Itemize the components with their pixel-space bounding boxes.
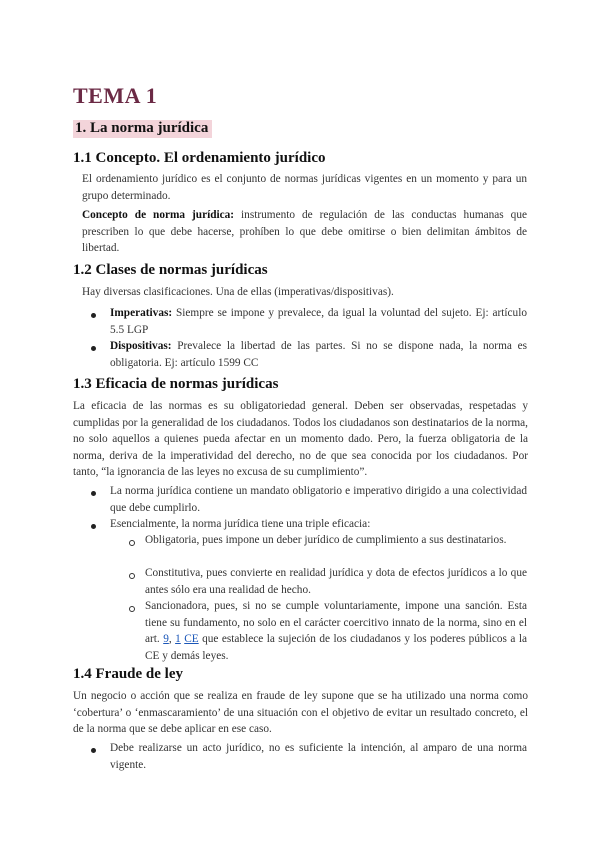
article-9-link[interactable]: 9 bbox=[163, 633, 169, 645]
list-item-mandato: La norma jurídica contiene un mandato obligatorio e imperativo dirigido a una colectividad que debe cumplirlo. bbox=[110, 485, 527, 514]
section-heading-1: 1. La norma jurídica bbox=[73, 120, 212, 138]
concepto-text: instrumento de regulación de las conductas humanas que prescriben lo que debe hacerse, prohíben lo que debe omitirse o bien delimitan ámbitos de libertad. bbox=[82, 209, 527, 254]
dispositivas-label: Dispositivas: bbox=[110, 340, 172, 352]
document-title: TEMA 1 bbox=[73, 83, 158, 108]
section-heading-1-3: 1.3 Eficacia de normas jurídicas bbox=[73, 376, 279, 392]
article-1-link[interactable]: 1 bbox=[175, 633, 181, 645]
paragraph-concepto-norma bbox=[82, 207, 527, 257]
concepto-label: Concepto de norma jurídica: bbox=[82, 209, 235, 221]
paragraph-clasificaciones: Hay diversas clasificaciones. Una de ellas (imperativas/dispositivas). bbox=[82, 286, 394, 298]
sub-item-sancionadora bbox=[145, 598, 527, 664]
imperativas-label: Imperativas: bbox=[110, 307, 173, 319]
sub-item-constitutiva: Constitutiva, pues convierte en realidad jurídica y dota de efectos jurídicos a lo que antes sólo era una realidad de hecho. bbox=[145, 567, 527, 596]
section-heading-1-1: 1.1 Concepto. El ordenamiento jurídico bbox=[73, 150, 326, 166]
sancionadora-text: Sancionadora, pues, si no se cumple voluntariamente, impone una sanción. Esta tiene su fundamento, no solo en el carácter coercitivo innato de la norma, sino en el art. bbox=[145, 600, 527, 645]
bullet-icon bbox=[91, 748, 96, 753]
list-item-triple-eficacia: Esencialmente, la norma jurídica tiene una triple eficacia: bbox=[110, 518, 371, 530]
paragraph-eficacia: La eficacia de las normas es su obligatoriedad general. Deben ser observadas, respetadas y cumplidas por la generalidad de los ciudadanos. Todos los ciudadanos son destinatarios de la norma, no solo aquellos a quienes pueda afectar en un momento dado. Pero, la fuerza obligatoria de la norma, deriva de la imperatividad del derecho, no de que sea conocida por los ciudadanos. Por tanto, “la ignorancia de las leyes no excusa de su cumplimiento”. bbox=[73, 400, 528, 478]
bullet-icon bbox=[91, 346, 96, 351]
sub-item-obligatoria: Obligatoria, pues impone un deber jurídico de cumplimiento a sus destinatarios. bbox=[145, 534, 507, 546]
paragraph-fraude: Un negocio o acción que se realiza en fraude de ley supone que se ha utilizado una norma como ‘cobertura’ o ‘enmascaramiento’ de una situación con el objetivo de evitar un resultado concreto, el de la norma que se debe aplicar en ese caso. bbox=[73, 690, 528, 735]
bullet-icon bbox=[91, 491, 96, 496]
list-item-dispositivas bbox=[110, 338, 527, 371]
sub-bullet-icon bbox=[129, 573, 135, 579]
ce-link[interactable]: CE bbox=[184, 633, 199, 645]
sub-bullet-icon bbox=[129, 606, 135, 612]
section-heading-1-2: 1.2 Clases de normas jurídicas bbox=[73, 262, 268, 278]
sancionadora-text-end: que establece la sujeción de los ciudadanos y los poderes públicos a la CE y demás leyes. bbox=[145, 633, 528, 662]
separator: , bbox=[168, 633, 176, 645]
bullet-icon bbox=[91, 524, 96, 529]
bullet-icon bbox=[91, 313, 96, 318]
list-item-acto-juridico: Debe realizarse un acto jurídico, no es suficiente la intención, al amparo de una norma vigente. bbox=[110, 742, 527, 771]
sub-bullet-icon bbox=[129, 540, 135, 546]
list-item-imperativas bbox=[110, 305, 527, 338]
paragraph-ordenamiento: El ordenamiento jurídico es el conjunto de normas jurídicas vigentes en un momento y para un grupo determinado. bbox=[82, 173, 527, 202]
dispositivas-text: Prevalece la libertad de las partes. Si no se dispone nada, la norma es obligatoria. Ej: artículo 1599 CC bbox=[110, 340, 527, 369]
section-heading-1-4: 1.4 Fraude de ley bbox=[73, 666, 183, 682]
imperativas-text: Siempre se impone y prevalece, da igual la voluntad del sujeto. Ej: artículo 5.5 LGP bbox=[110, 307, 527, 336]
